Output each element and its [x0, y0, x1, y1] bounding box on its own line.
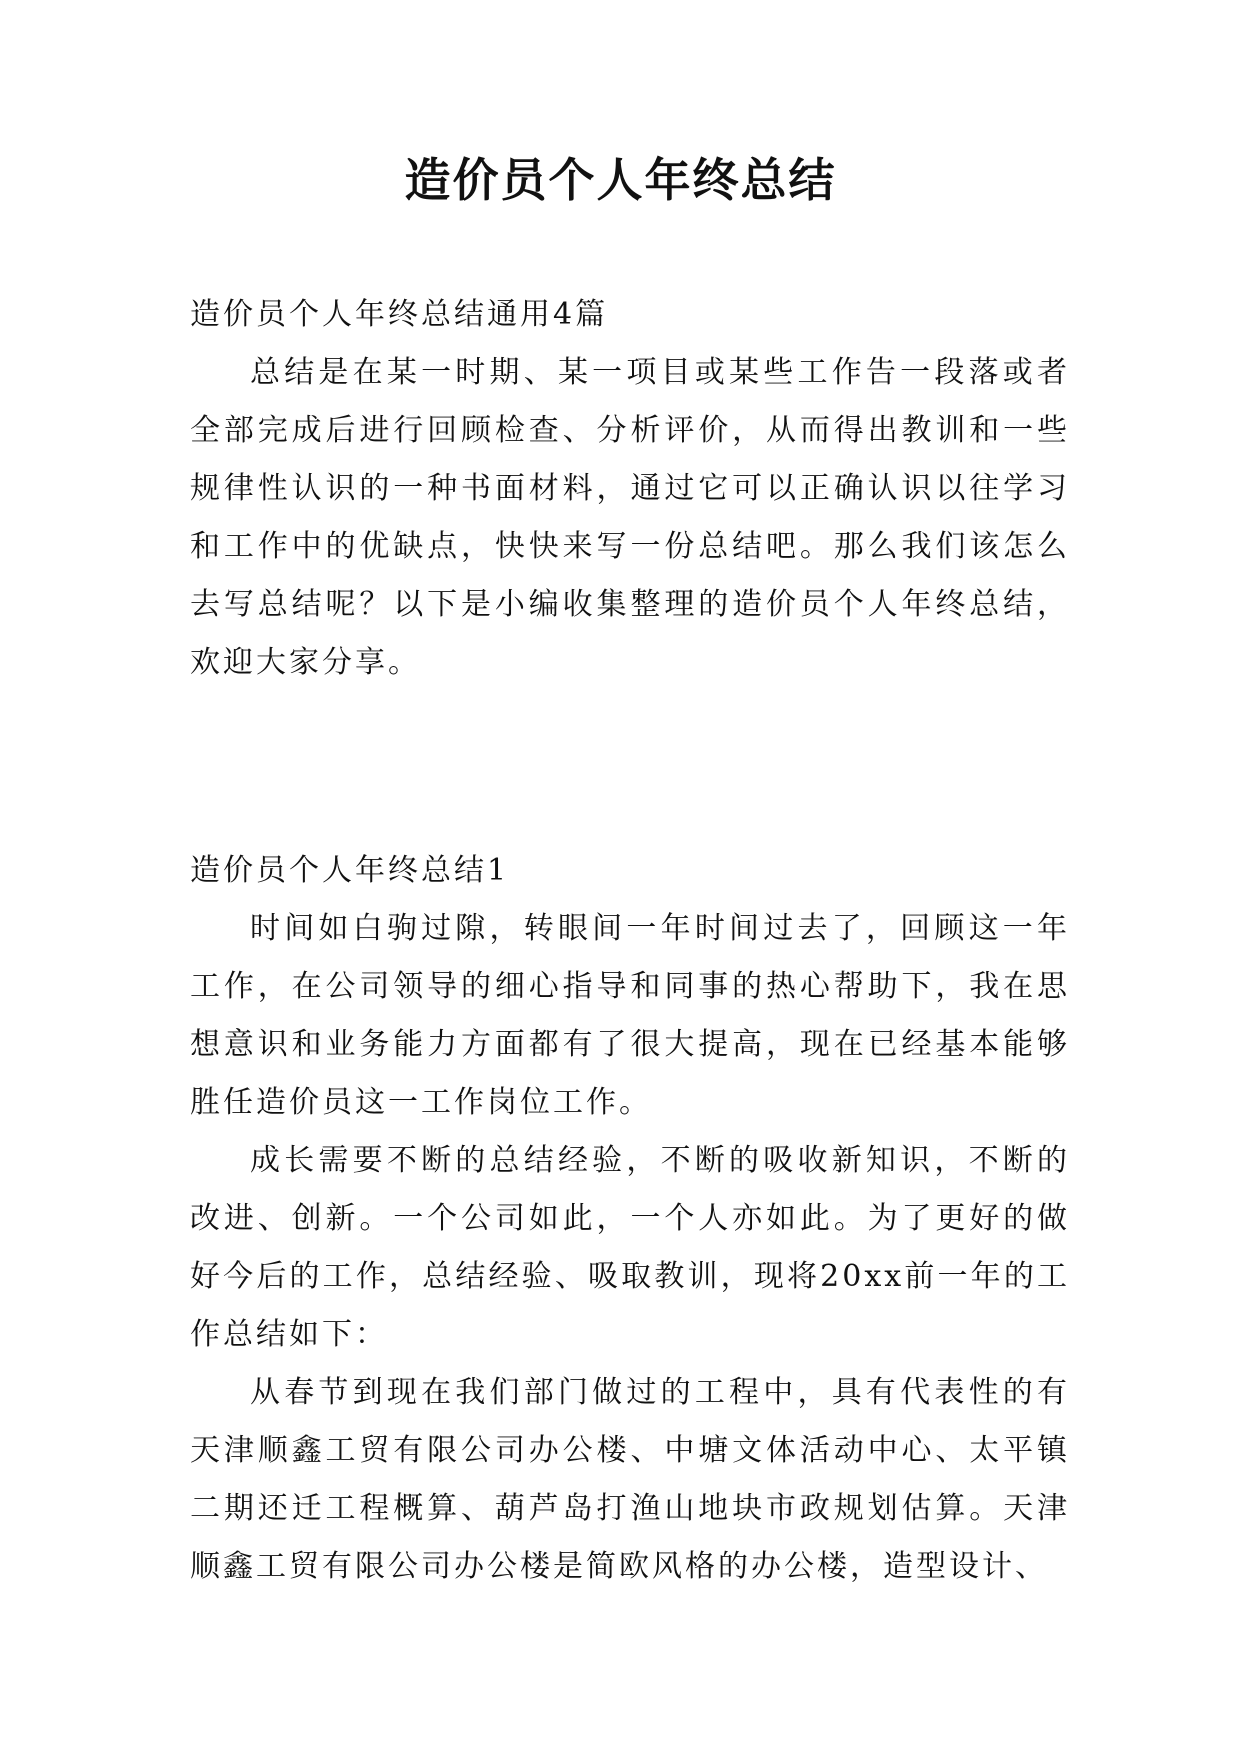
section-heading: 造价员个人年终总结1 — [190, 853, 510, 888]
document-subtitle: 造价员个人年终总结通用4篇 — [190, 297, 609, 332]
intro-paragraph: 总结是在某一时期、某一项目或某些工作告一段落或者全部完成后进行回顾检查、分析评价，从而得出教训和一些规律性认识的一种书面材料，通过它可以正确认识以往学习和工作中的优缺点，快快来写一份总结吧。那么我们该怎么去写总结呢？以下是小编收集整理的造价员个人年终总结，欢迎大家分享。 — [190, 355, 1070, 680]
section-spacer — [190, 692, 1070, 842]
document-body — [190, 286, 1070, 1596]
body-paragraph: 成长需要不断的总结经验，不断的吸收新知识，不断的改进、创新。一个公司如此，一个人亦如此。为了更好的做好今后的工作，总结经验、吸取教训，现将20xx前一年的工作总结如下： — [190, 1143, 1070, 1352]
body-paragraph: 从春节到现在我们部门做过的工程中，具有代表性的有天津顺鑫工贸有限公司办公楼、中塘文体活动中心、太平镇二期还迁工程概算、葫芦岛打渔山地块市政规划估算。天津顺鑫工贸有限公司办公楼是简欧风格的办公楼，造型设计、 — [190, 1375, 1070, 1584]
body-paragraph: 时间如白驹过隙，转眼间一年时间过去了，回顾这一年工作，在公司领导的细心指导和同事的热心帮助下，我在思想意识和业务能力方面都有了很大提高，现在已经基本能够胜任造价员这一工作岗位工作。 — [190, 911, 1070, 1120]
document-title: 造价员个人年终总结 — [404, 153, 837, 207]
